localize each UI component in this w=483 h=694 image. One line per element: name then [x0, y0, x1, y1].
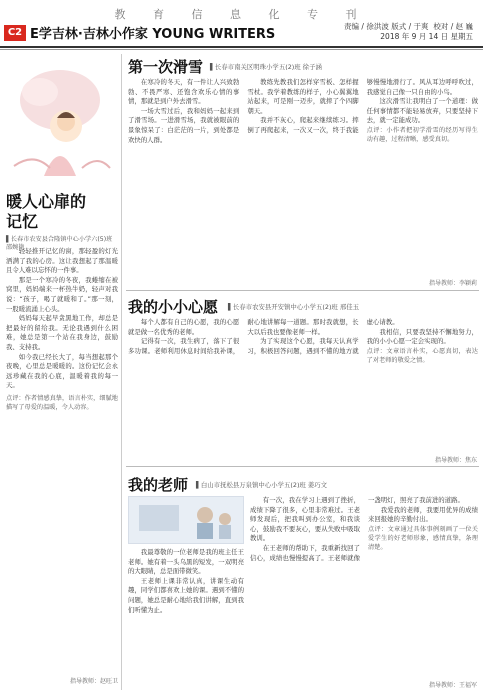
- paragraph: 我最尊敬的一位老师是我的班主任王老师。她有着一头乌黑的短发，一双明亮的大眼睛，总是面带微笑。: [128, 548, 244, 576]
- article3-title: 我的老师: [128, 476, 189, 494]
- paragraph: 如今我已经长大了，每当想起那个夜晚，心里总是暖暖的。这份记忆会永远珍藏在我的心底，温暖着我的每一天。: [6, 352, 118, 390]
- article2-byline: ▌长春市农安县开安镇中心小学五(2)班 邢佳玉: [228, 303, 360, 311]
- paragraph: 为了实现这个心愿，我每天认真学习，积极回答问题，遇到不懂的地方就虚心请教。: [247, 318, 399, 355]
- paragraph: 王老师上课非常认真，讲课生动有趣，同学们都喜欢上她的课。遇到不懂的问题，她总是耐心地给我们讲解，直到我们听懂为止。: [128, 576, 244, 614]
- paragraph: 我爱我的老师，我要用优异的成绩来回报她的辛勤付出。: [368, 505, 478, 524]
- article1-teacher: 指导教师：李颖莉: [428, 280, 477, 287]
- editor-credit: 责编 / 徐洪波 版式 / 于爽: [344, 22, 429, 31]
- article3-body-col2: [250, 496, 478, 676]
- column-divider: [121, 54, 122, 690]
- paragraph: 一场大雪过后，我和妈妈一起来到了滑雪场。一进滑雪场，我就被眼前的景象惊呆了：白茫茫的一片，到处都是欢快的人群。: [128, 106, 240, 144]
- paragraph: 妈妈每天起早贪黑地工作，却总是把最好的留给我。无论我遇到什么困难，她总是第一个站在我身边，鼓励我、支持我。: [6, 314, 118, 351]
- comment: 点评：小作者把初学滑雪的经历写得生动有趣，过程清晰，感受真切。: [366, 126, 478, 144]
- article3-teacher: 指导教师：王福军: [428, 682, 477, 689]
- article1-body: [128, 78, 478, 274]
- header-rule-thin: [0, 49, 483, 50]
- proof-credit: 校对 / 赵 巍: [433, 22, 473, 31]
- left-title-line-2: 记忆: [6, 212, 39, 231]
- comment: 点评：作者情感真挚，语言朴实，细腻地描写了母爱的温暖，令人动容。: [6, 394, 118, 412]
- header-info: [344, 22, 473, 42]
- article2-title: 我的小小心愿: [128, 298, 219, 316]
- page-code-badge: C2: [4, 25, 26, 41]
- paragraph: 我相信，只要我坚持不懈地努力，我的小小心愿一定会实现的。: [366, 327, 478, 346]
- masthead: [0, 22, 483, 44]
- paragraph: 在寒冷的冬天，有一件让人兴致勃勃、不畏严寒、还饱含欢乐心情的事情，那就是到户外去滑雪。: [128, 78, 240, 106]
- classroom-icon: [129, 497, 243, 543]
- article3-body-col1: [128, 548, 244, 676]
- issue-date: 2018 年 9 月 14 日 星期五: [380, 32, 473, 41]
- paragraph: 我并不灰心，爬起来继续练习。摔倒了再爬起来，一次又一次，终于我能够慢慢地滑行了。风从耳边呼呼吹过，我感觉自己像一只自由的小鸟。: [247, 78, 478, 134]
- teacher-credit: 指导教师：赵旺卫: [69, 678, 118, 685]
- header-slogan: 教 育 信 息 化 专 刊: [114, 8, 369, 21]
- left-article-body: [6, 247, 118, 657]
- paragraph: 那是一个寒冷的冬夜，我蜷缩在被窝里，妈妈端来一杯热牛奶，轻声对我说：“孩子，喝了就暖和了。”那一刻，一股暖流涌上心头。: [6, 275, 118, 313]
- paragraph: 有一次，我在学习上遇到了挫折，成绩下降了很多，心里非常难过。王老师发现后，把我叫到办公室，和我谈心，鼓励我不要灰心，要从失败中吸取教训。: [250, 496, 360, 543]
- article2-body: [128, 318, 478, 448]
- page-title: E学吉林·吉林小作家 YOUNG WRITERS: [30, 27, 276, 42]
- article3-photo: [128, 496, 244, 544]
- paragraph: 在王老师的帮助下，我重新找回了信心，成绩也慢慢提高了。王老师就像一盏明灯，照亮了我前进的道路。: [250, 496, 464, 562]
- article1-title: 第一次滑雪: [128, 58, 204, 76]
- section-divider: [126, 290, 479, 291]
- left-title-line-1: 暖人心扉的: [6, 192, 87, 211]
- comment: 点评：文章通过具体事例刻画了一位关爱学生的好老师形象，感情真挚，条理清楚。: [368, 525, 478, 552]
- left-article-byline: ▌长春市农安县合隆镇中心小学六(5)班 邵婉艳: [6, 236, 113, 251]
- section-divider: [126, 466, 479, 467]
- left-article-title: [6, 192, 86, 232]
- article1-byline: ▌长春市南关区明珠小学五(2)班 徐子涵: [210, 63, 322, 71]
- paragraph: 这次滑雪让我明白了一个道理：做任何事情都不能轻易放弃，只要坚持下去，就一定能成功。: [366, 97, 478, 125]
- header-rule: [0, 46, 483, 48]
- paragraph: 记得有一次，我生病了，落下了很多功课。老师利用休息时间给我补课，耐心地讲解每一道题。那时我就想，长大以后我也要像老师一样。: [128, 318, 359, 355]
- paragraph: 每个人都有自己的心愿，我的心愿就是做一名优秀的老师。: [128, 318, 240, 336]
- decorative-illustration: [4, 56, 116, 188]
- article3-byline: ▌白山市抚松县万泉镇中心小学五(2)班 姜巧文: [196, 481, 328, 489]
- paragraph: 轻轻推开记忆的窗，那轻盈的灯光洒满了我的心房。这让我想起了那温暖且令人难以忘怀的一件事。: [6, 247, 118, 275]
- comment: 点评：文章语言朴实，心愿真切，表达了对老师的敬爱之情。: [366, 347, 478, 364]
- paragraph: 教练先教我们怎样穿雪板、怎样握雪杖。我学着教练的样子，小心翼翼地站起来，可是刚一迈步，就摔了个四脚朝天。: [247, 78, 359, 115]
- article2-teacher: 指导教师：焦东: [434, 457, 477, 464]
